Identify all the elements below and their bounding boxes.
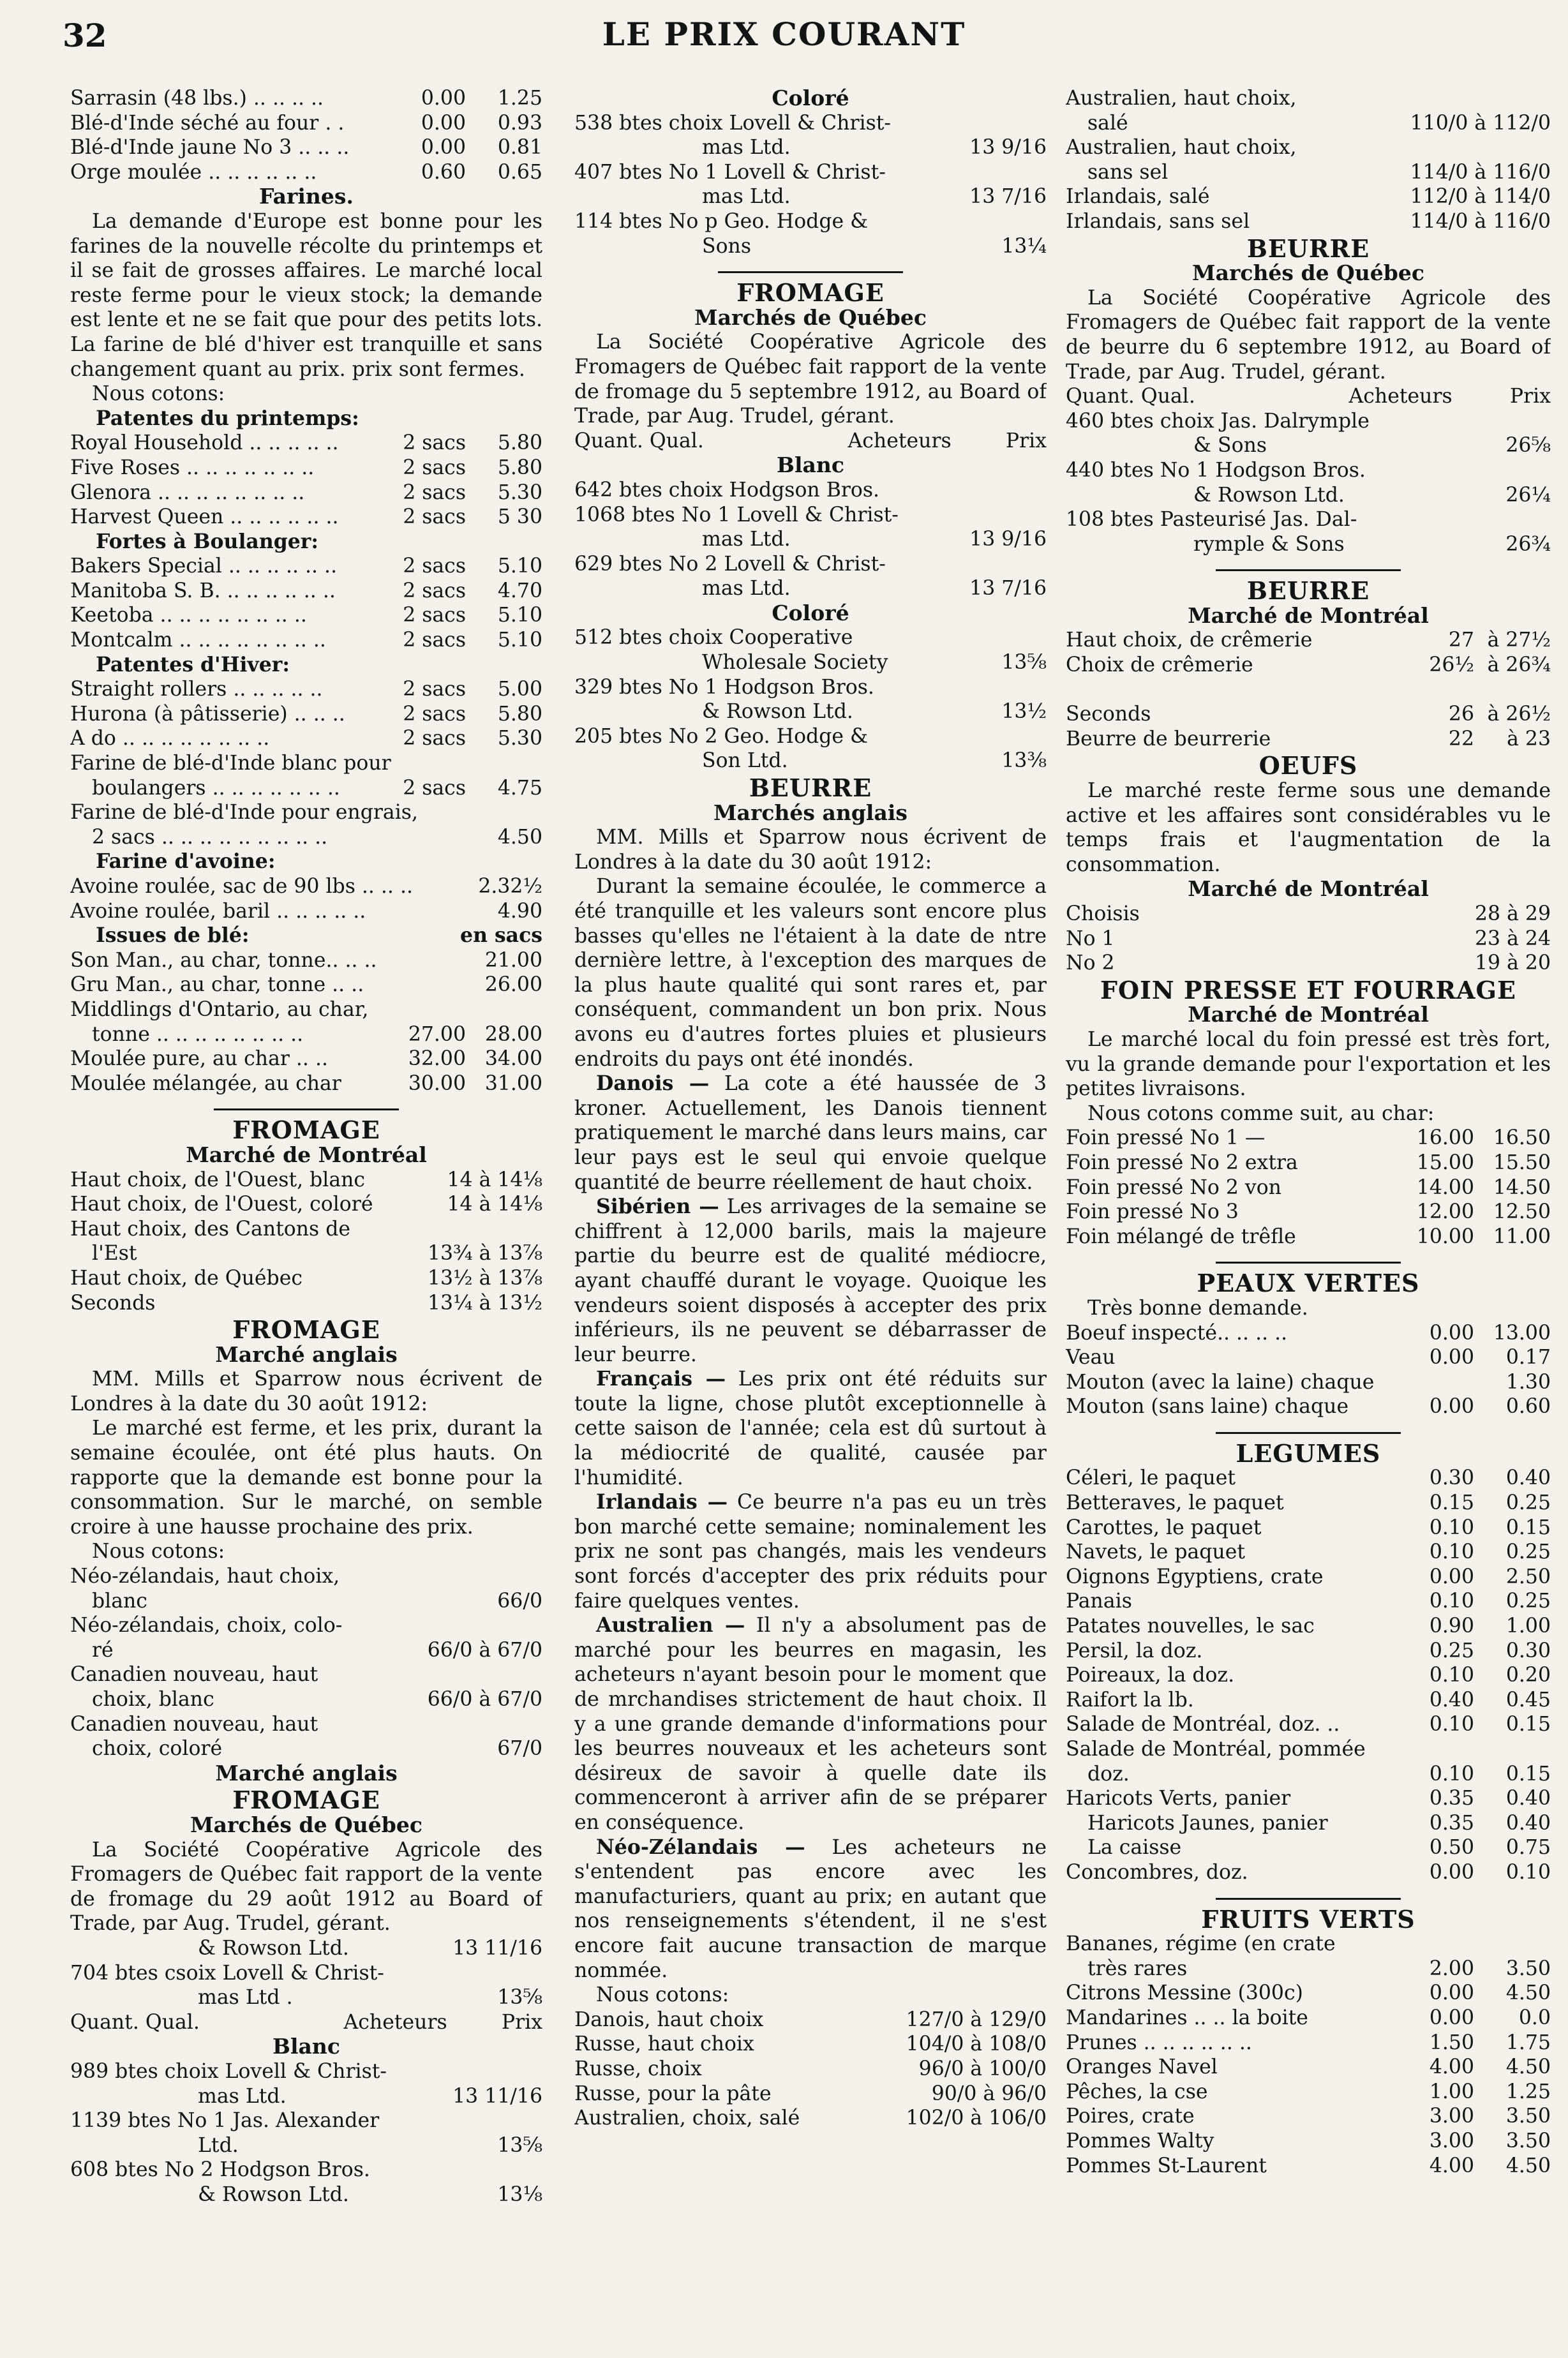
article-paragraph: Le marché local du foin pressé est très fort, vu la grande demande pour l'exportation et les petites livraisons.: [1066, 1027, 1551, 1101]
price-row: Haut choix, de l'Ouest, blanc 14 à 14⅛: [70, 1168, 542, 1191]
price-row: Haricots Verts, panier 0.35 0.40: [1066, 1787, 1551, 1810]
price-row: & Rowson Ltd. 26¼: [1193, 483, 1551, 507]
subheading: Patentes du printemps:: [96, 406, 359, 430]
price-row: Veau 0.00 0.17: [1066, 1346, 1551, 1369]
price-row: Haut choix, des Cantons de: [70, 1217, 351, 1241]
section-heading: FRUITS VERTS: [1201, 1904, 1415, 1934]
section-heading: FROMAGE: [232, 1116, 380, 1145]
subheading: Nous cotons:: [92, 382, 225, 406]
section-divider: [1216, 1262, 1401, 1264]
price-row: Moulée mélangée, au char 30.00 31.00: [70, 1071, 542, 1095]
subheading: Fortes à Boulanger:: [96, 529, 319, 553]
text-line: Néo-zélandais, haut choix,: [70, 1565, 340, 1588]
price-row: Ltd. 13⅝: [198, 2133, 542, 2157]
price-row: mas Ltd. 13 9/16: [702, 528, 1047, 551]
fruits-list: [1066, 1932, 1551, 2178]
subheading: Nous cotons:: [92, 1540, 225, 1563]
section-heading: FROMAGE: [232, 1786, 380, 1815]
price-row: Carottes, le paquet 0.10 0.15: [1066, 1516, 1551, 1539]
price-row: 512 btes choix Cooperative: [574, 626, 853, 650]
section-subheading: Coloré: [772, 86, 849, 110]
price-row: boulangers .. .. .. .. .. .. .. 2 sacs 4.75: [92, 776, 542, 800]
section-divider: [1216, 569, 1401, 571]
price-row: Bakers Special .. .. .. .. .. .. 2 sacs 5.10: [70, 555, 542, 578]
section-divider: [1216, 1432, 1401, 1434]
price-row: Glenora .. .. .. .. .. .. .. .. 2 sacs 5.30: [70, 481, 542, 504]
page-header: [0, 11, 1568, 63]
price-row: Son Ltd. 13⅜: [702, 749, 1047, 773]
price-row: Irlandais, sans sel 114/0 à 116/0: [1066, 209, 1551, 233]
page-number: 32: [63, 17, 107, 54]
price-row: Haut choix, de Québec 13½ à 13⅞: [70, 1266, 542, 1290]
price-row: Hurona (à pâtisserie) .. .. .. 2 sacs 5.80: [70, 702, 542, 726]
article-paragraph: Durant la semaine écoulée, le commerce a été tranquille et les valeurs sont encore plus basses qu'elles ne l'étaient à la date de ntre dernière lettre, à l'exception des marques de la plus haute qualité qui sont rares et, par conséquent, commandent un bon prix. Nous avons eu d'autres fortes pluies et plusieurs endroits du pays ont été inondés.: [574, 875, 1047, 1071]
price-row: Patates nouvelles, le sac 0.90 1.00: [1066, 1615, 1551, 1638]
price-row: Pêches, la cse 1.00 1.25: [1066, 2080, 1551, 2103]
price-row: doz. 0.10 0.15: [1087, 1762, 1551, 1786]
price-row: Poireaux, la doz. 0.10 0.20: [1066, 1664, 1551, 1687]
paragraph-lead: Français —: [596, 1367, 726, 1391]
price-row: blanc 66/0: [92, 1589, 542, 1613]
price-row: 642 btes choix Hodgson Bros.: [574, 478, 880, 502]
price-row: Haut choix, de crêmerie 27 à 27½: [1066, 629, 1551, 652]
price-row: Harvest Queen .. .. .. .. .. .. 2 sacs 5 30: [70, 505, 542, 529]
price-row: Choisis 28 à 29: [1066, 902, 1551, 925]
section-subheading: Marchés de Québec: [1192, 260, 1424, 286]
price-row: sans sel 114/0 à 116/0: [1087, 160, 1551, 184]
price-row: & Rowson Ltd. 13⅛: [198, 2183, 542, 2206]
price-row: tonne .. .. .. .. .. .. .. .. 27.00 28.00: [92, 1022, 542, 1046]
text-line: Canadien nouveau, haut: [70, 1712, 318, 1736]
price-row: Betteraves, le paquet 0.15 0.25: [1066, 1491, 1551, 1515]
price-row: Persil, la doz. 0.25 0.30: [1066, 1639, 1551, 1662]
article-paragraph: Australien — Il n'y a absolument pas de marché pour les beurres en magasin, les acheteurs n'ayant besoin pour le moment que de mrchandises strictement de haut choix. Il y a une grande demande d'informations pour les beurres nouveaux et les acheteurs sont désireux de savoir à quelle date ils commenceront à arriver afin de se préparer en conséquence.: [574, 1613, 1047, 1834]
price-row: Russe, haut choix 104/0 à 108/0: [574, 2033, 1047, 2056]
paragraph-lead: Irlandais —: [596, 1490, 728, 1514]
article-paragraph: Le marché reste ferme sous une demande active et les affaires sont considérables vu le temps frais et l'augmentation de la consommation.: [1066, 779, 1551, 876]
section-heading: FROMAGE: [736, 278, 885, 308]
price-row: Concombres, doz. 0.00 0.10: [1066, 1860, 1551, 1884]
price-row: Foin pressé No 3 12.00 12.50: [1066, 1200, 1551, 1224]
column-headings: Quant. Qual. Acheteurs Prix: [574, 429, 1047, 452]
price-row: La caisse 0.50 0.75: [1087, 1836, 1551, 1860]
article-paragraph: La Société Coopérative Agricole des Fromagers de Québec fait rapport de la vente de fromage du 29 août 1912 au Board of Trade, par Aug. Trudel, gérant.: [70, 1838, 542, 1936]
price-row: 704 btes csoix Lovell & Christ-: [70, 1961, 384, 1985]
text-line: Farine de blé-d'Inde blanc pour: [70, 752, 391, 775]
price-row: 440 btes No 1 Hodgson Bros.: [1066, 458, 1366, 482]
price-row: Oignons Egyptiens, crate 0.00 2.50: [1066, 1565, 1551, 1588]
grain-prices: [70, 86, 542, 184]
section-subheading: Marché anglais: [215, 1341, 398, 1367]
price-row: Montcalm .. .. .. .. .. .. .. .. 2 sacs 5.10: [70, 629, 542, 652]
article-paragraph: La Société Coopérative Agricole des Fromagers de Québec fait rapport de la vente de beurre du 6 septembre 1912, au Board of Trade, par Aug. Trudel, gérant.: [1066, 286, 1551, 384]
section-heading: BEURRE: [1246, 576, 1370, 606]
section-subheading: Marché de Montréal: [1188, 876, 1429, 902]
section-divider: [718, 271, 903, 273]
price-row: mas Ltd. 13 7/16: [702, 577, 1047, 601]
article-paragraph: Le marché est ferme, et les prix, durant la semaine écoulée, ont été plus hauts. On rapporte que la demande est bonne pour la consommation. Sur le marché, on semble croire à une hausse prochaine des prix.: [70, 1417, 542, 1539]
price-row: Pommes Walty 3.00 3.50: [1066, 2129, 1551, 2153]
subheading: Farine d'avoine:: [96, 849, 276, 874]
price-row: Gru Man., au char, tonne .. .. 26.00: [70, 973, 542, 997]
section-heading: LEGUMES: [1236, 1438, 1381, 1468]
price-row: Sons 13¼: [702, 234, 1047, 258]
price-row: 538 btes choix Lovell & Christ-: [574, 111, 892, 135]
price-row: Mandarines .. .. la boite 0.00 0.0: [1066, 2006, 1551, 2029]
section-heading: BEURRE: [1246, 234, 1370, 263]
price-row: mas Ltd. 13 7/16: [702, 185, 1047, 209]
section-divider: [1216, 1898, 1401, 1900]
paragraph-lead: Danois —: [596, 1071, 710, 1096]
price-row: Seconds 13¼ à 13½: [70, 1291, 542, 1315]
price-row: Foin pressé No 1 — 16.00 16.50: [1066, 1126, 1551, 1150]
section-subheading: Marchés anglais: [713, 800, 907, 825]
paragraph-lead: Sibérien —: [596, 1195, 719, 1219]
section-subheading: Marché de Montréal: [1188, 1002, 1429, 1027]
price-row: No 1 23 à 24: [1066, 927, 1551, 950]
section-heading: FOIN PRESSE ET FOURRAGE: [1100, 975, 1516, 1004]
price-row: Salade de Montréal, pommée: [1066, 1738, 1366, 1761]
price-row: 629 btes No 2 Lovell & Christ-: [574, 552, 886, 576]
subheading: Nous cotons:: [596, 1983, 729, 2007]
price-row: 989 btes choix Lovell & Christ-: [70, 2059, 387, 2083]
section-subheading: Coloré: [772, 600, 849, 625]
price-row: Wholesale Society 13⅝: [702, 651, 1047, 675]
price-row: Foin pressé No 2 extra 15.00 15.50: [1066, 1151, 1551, 1174]
price-row: 108 btes Pasteurisé Jas. Dal-: [1066, 508, 1357, 532]
price-row: Bananes, régime (en crate: [1066, 1932, 1336, 1956]
price-row: Prunes .. .. .. .. .. .. 1.50 1.75: [1066, 2031, 1551, 2054]
text-line: Australien, haut choix,: [1066, 87, 1297, 110]
price-row: Five Roses .. .. .. .. .. .. .. 2 sacs 5.80: [70, 456, 542, 479]
price-row: Poires, crate 3.00 3.50: [1066, 2105, 1551, 2128]
price-row: Son Man., au char, tonne.. .. .. 21.00: [70, 948, 542, 972]
price-row: Céleri, le paquet 0.30 0.40: [1066, 1466, 1551, 1490]
price-row: 2 sacs .. .. .. .. .. .. .. .. .. 4.50: [92, 825, 542, 849]
section-heading: OEUFS: [1258, 751, 1358, 780]
section-heading: BEURRE: [749, 773, 872, 803]
column-2: [574, 86, 1047, 2345]
section-subheading: Blanc: [777, 452, 844, 478]
section-divider: [214, 1108, 399, 1110]
price-row: Choix de crêmerie 26½ à 26¾: [1066, 653, 1551, 677]
text-line: Néo-zélandais, choix, colo-: [70, 1614, 343, 1638]
price-row: [1066, 678, 1551, 703]
price-row: Blé-d'Inde séché au four . . 0.00 0.93: [70, 111, 542, 135]
price-row: Raifort la lb. 0.40 0.45: [1066, 1688, 1551, 1712]
section-subheading: Marchés de Québec: [694, 304, 927, 330]
price-row: Irlandais, salé 112/0 à 114/0: [1066, 185, 1551, 209]
section-heading: Farines.: [259, 184, 354, 209]
price-row: 1139 btes No 1 Jas. Alexander: [70, 2109, 380, 2133]
price-row: Haut choix, de l'Ouest, coloré 14 à 14⅛: [70, 1193, 542, 1216]
paragraph-lead: Néo-Zélandais —: [596, 1835, 805, 1859]
price-row: Mouton (avec la laine) chaque 1.30: [1066, 1370, 1551, 1394]
page-title: LE PRIX COURANT: [602, 15, 966, 53]
price-row: choix, coloré 67/0: [92, 1737, 542, 1761]
price-row: salé 110/0 à 112/0: [1087, 111, 1551, 135]
article-paragraph: Néo-Zélandais — Les acheteurs ne s'entendent pas encore avec les manufacturiers, quant au prix; en autant que nos renseignements s'étendent, il ne s'est encore fait aucune transaction de marque nommée.: [574, 1835, 1047, 1982]
price-row: rymple & Sons 26¾: [1193, 532, 1551, 556]
section-subheading: Blanc: [273, 2034, 340, 2059]
price-row: Blé-d'Inde jaune No 3 .. .. .. 0.00 0.81: [70, 136, 542, 160]
price-row: & Rowson Ltd. 13½: [702, 700, 1047, 724]
price-row: Oranges Navel 4.00 4.50: [1066, 2056, 1551, 2079]
price-row: mas Ltd. 13 9/16: [702, 136, 1047, 160]
price-row: l'Est 13¾ à 13⅞: [92, 1242, 542, 1265]
price-row: Seconds 26 à 26½: [1066, 703, 1551, 726]
price-row: & Sons 26⅝: [1193, 434, 1551, 458]
article-paragraph: La demande d'Europe est bonne pour les farines de la nouvelle récolte du printemps et il se fait de grosses affaires. Le marché local reste ferme pour le vieux stock; la demande est lente et ne se fait que pour des petits lots. La farine de blé d'hiver est tranquille et sans changement quant au prix. prix sont fermes.: [70, 209, 542, 381]
subheading: Patentes d'Hiver:: [96, 652, 290, 676]
column-3: [1066, 86, 1551, 2345]
price-row: 407 btes No 1 Lovell & Christ-: [574, 160, 886, 184]
price-row: Navets, le paquet 0.10 0.25: [1066, 1541, 1551, 1564]
price-row: Mouton (sans laine) chaque 0.00 0.60: [1066, 1395, 1551, 1419]
price-row: 608 btes No 2 Hodgson Bros.: [70, 2158, 370, 2182]
text-line: Middlings d'Ontario, au char,: [70, 997, 369, 1021]
price-row: Foin pressé No 2 von 14.00 14.50: [1066, 1175, 1551, 1199]
text-line: Farine de blé-d'Inde pour engrais,: [70, 801, 418, 825]
price-row: & Rowson Ltd. 13 11/16: [198, 1936, 542, 1960]
section-heading: FROMAGE: [232, 1315, 380, 1345]
section-heading: PEAUX VERTES: [1197, 1269, 1420, 1298]
price-row: Moulée pure, au char .. .. 32.00 34.00: [70, 1047, 542, 1071]
price-row: Beurre de beurrerie 22 à 23: [1066, 727, 1551, 750]
section-subheading: Marché de Montréal: [186, 1142, 427, 1167]
price-row: Royal Household .. .. .. .. .. 2 sacs 5.80: [70, 431, 542, 455]
text-line: Canadien nouveau, haut: [70, 1663, 318, 1687]
price-row: choix, blanc 66/0 à 67/0: [92, 1688, 542, 1711]
price-row: Salade de Montréal, doz. .. 0.10 0.15: [1066, 1713, 1551, 1736]
price-row: ré 66/0 à 67/0: [92, 1638, 542, 1662]
price-row: A do .. .. .. .. .. .. .. .. 2 sacs 5.30: [70, 727, 542, 750]
price-row: Pommes St-Laurent 4.00 4.50: [1066, 2154, 1551, 2177]
price-row: Manitoba S. B. .. .. .. .. .. .. 2 sacs 4.70: [70, 579, 542, 602]
price-row: Keetoba .. .. .. .. .. .. .. .. 2 sacs 5.10: [70, 604, 542, 627]
subheading-row: Issues de blé: en sacs: [96, 923, 542, 948]
price-row: Australien, choix, salé 102/0 à 106/0: [574, 2107, 1047, 2130]
price-row: 329 btes No 1 Hodgson Bros.: [574, 675, 874, 699]
price-row: Sarrasin (48 lbs.) .. .. .. .. 0.00 1.25: [70, 87, 542, 110]
price-row: Russe, choix 96/0 à 100/0: [574, 2057, 1047, 2080]
price-row: Russe, pour la pâte 90/0 à 96/0: [574, 2082, 1047, 2105]
section-subheading: Marché de Montréal: [1188, 602, 1429, 628]
price-row: Straight rollers .. .. .. .. .. 2 sacs 5.00: [70, 678, 542, 701]
column-1: [70, 86, 542, 2345]
price-row: Danois, haut choix 127/0 à 129/0: [574, 2008, 1047, 2031]
price-row: très rares 2.00 3.50: [1087, 1957, 1551, 1980]
article-paragraph: Sibérien — Les arrivages de la semaine se chiffrent à 12,000 barils, mais la majeure partie du beurre est de qualité médiocre, ayant chauffé durant le voyage. Quoique les vendeurs soient disposés à accepter des prix inférieurs, ils ne peuvent se débarrasser de leur beurre.: [574, 1195, 1047, 1366]
article-paragraph: Irlandais — Ce beurre n'a pas eu un très bon marché cette semaine; nominalement les prix ne sont pas changés, mais les vendeurs sont forcés d'accepter des prix réduits pour faire quelques ventes.: [574, 1490, 1047, 1613]
article-paragraph: MM. Mills et Sparrow nous écrivent de Londres à la date du 30 août 1912:: [70, 1368, 542, 1415]
price-row: Avoine roulée, sac de 90 lbs .. .. .. 2.32½: [70, 875, 542, 898]
text-line: Australien, haut choix,: [1066, 136, 1297, 160]
paragraph-lead: Australien —: [596, 1613, 745, 1638]
price-row: Boeuf inspecté.. .. .. .. 0.00 13.00: [1066, 1321, 1551, 1345]
section-subheading: Marchés de Québec: [190, 1812, 422, 1837]
price-row: 1068 btes No 1 Lovell & Christ-: [574, 503, 899, 526]
article-paragraph: La Société Coopérative Agricole des Fromagers de Québec fait rapport de la vente de fromage du 5 septembre 1912, au Board of Trade, par Aug. Trudel, gérant.: [574, 331, 1047, 428]
price-row: Haricots Jaunes, panier 0.35 0.40: [1087, 1811, 1551, 1835]
subheading: Nous cotons comme suit, au char:: [1087, 1101, 1435, 1125]
price-row: mas Ltd. 13 11/16: [198, 2084, 542, 2108]
price-row: Foin mélangé de trêfle 10.00 11.00: [1066, 1225, 1551, 1248]
article-paragraph: MM. Mills et Sparrow nous écrivent de Londres à la date du 30 août 1912:: [574, 826, 1047, 874]
price-row: 205 btes No 2 Geo. Hodge &: [574, 724, 869, 748]
price-row: No 2 19 à 20: [1066, 951, 1551, 975]
price-row: 460 btes choix Jas. Dalrymple: [1066, 409, 1370, 433]
price-row: Avoine roulée, baril .. .. .. .. .. 4.90: [70, 899, 542, 923]
section-subheading: Marché anglais: [215, 1760, 398, 1786]
column-headings: Quant. Qual. Acheteurs Prix: [1066, 385, 1551, 408]
legumes-list: [1066, 1466, 1551, 1884]
article-paragraph: Français — Les prix ont été réduits sur toute la ligne, chose plutôt exceptionnelle à cette saison de l'année; cela est dû surtout à la médiocrité de qualité, causée par l'humidité.: [574, 1367, 1047, 1489]
text-line: Très bonne demande.: [1087, 1296, 1308, 1320]
price-row: Panais 0.10 0.25: [1066, 1590, 1551, 1613]
price-row: mas Ltd . 13⅝: [198, 1986, 542, 2010]
price-row: Citrons Messine (300c) 0.00 4.50: [1066, 1981, 1551, 2005]
price-row: Orge moulée .. .. .. .. .. .. 0.60 0.65: [70, 160, 542, 184]
article-paragraph: Danois — La cote a été haussée de 3 kroner. Actuellement, les Danois tiennent pratiquement le marché dans leurs mains, car leur pays est le seul qui envoie quelque quantité de beurre réellement de haut choix.: [574, 1071, 1047, 1194]
price-row: 114 btes No p Geo. Hodge &: [574, 209, 869, 233]
column-headings: Quant. Qual. Acheteurs Prix: [70, 2010, 542, 2034]
